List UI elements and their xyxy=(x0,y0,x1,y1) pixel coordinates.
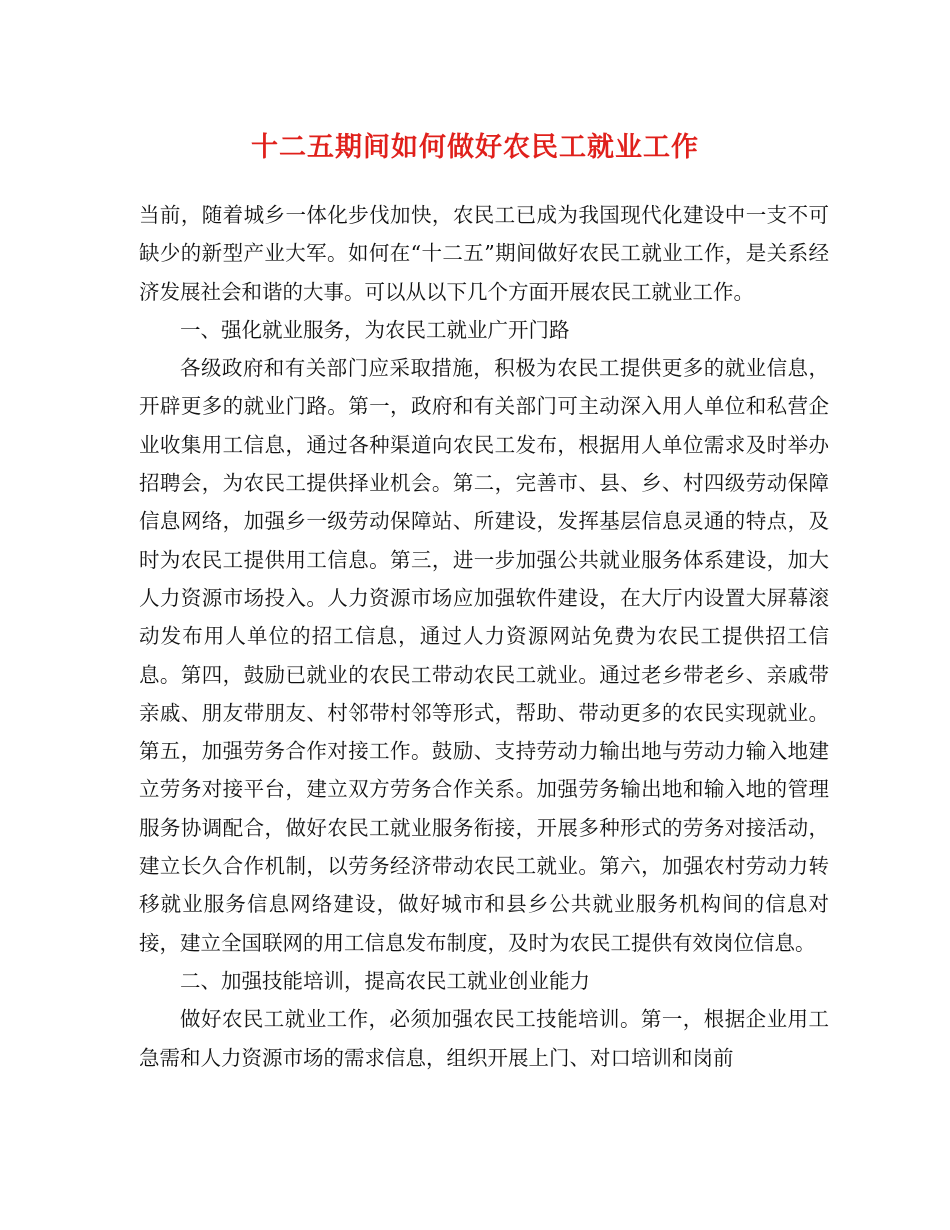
intro-paragraph: 当前，随着城乡一体化步伐加快，农民工已成为我国现代化建设中一支不可缺少的新型产业大军。如何在“十二五”期间做好农民工就业工作，是关系经济发展社会和谐的大事。可以从以下几个方面开展农民工就业工作。 xyxy=(139,203,829,304)
section-paragraph-1: 各级政府和有关部门应采取措施，积极为农民工提供更多的就业信息，开辟更多的就业门路。第一，政府和有关部门可主动深入用人单位和私营企业收集用工信息，通过各种渠道向农民工发布，根据用人单位需求及时举办招聘会，为农民工提供择业机会。第二，完善市、县、乡、村四级劳动保障信息网络，加强乡一级劳动保障站、所建设，发挥基层信息灵通的特点，及时为农民工提供用工信息。第三，进一步加强公共就业服务体系建设，加大人力资源市场投入。人力资源市场应加强软件建设，在大厅内设置大屏幕滚动发布用人单位的招工信息，通过人力资源网站免费为农民工提供招工信息。第四，鼓励已就业的农民工带动农民工就业。通过老乡带老乡、亲戚带亲戚、朋友带朋友、村邻带村邻等形式，帮助、带动更多的农民实现就业。第五，加强劳务合作对接工作。鼓励、支持劳动力输出地与劳动力输入地建立劳务对接平台，建立双方劳务合作关系。加强劳务输出地和输入地的管理服务协调配合，做好农民工就业服务衔接，开展多种形式的劳务对接活动，建立长久合作机制，以劳务经济带动农民工就业。第六，加强农村劳动力转移就业服务信息网络建设，做好城市和县乡公共就业服务机构间的信息对接，建立全国联网的用工信息发布制度，及时为农民工提供有效岗位信息。 xyxy=(139,356,829,955)
section-heading-2: 二、加强技能培训，提高农民工就业创业能力 xyxy=(180,968,590,993)
section-heading-1: 一、强化就业服务，为农民工就业广开门路 xyxy=(180,317,570,342)
section-paragraph-2: 做好农民工就业工作，必须加强农民工技能培训。第一，根据企业用工急需和人力资源市场的需求信息，组织开展上门、对口培训和岗前 xyxy=(139,1007,829,1070)
document-body xyxy=(139,196,829,1077)
document-title: 十二五期间如何做好农民工就业工作 xyxy=(251,132,699,163)
